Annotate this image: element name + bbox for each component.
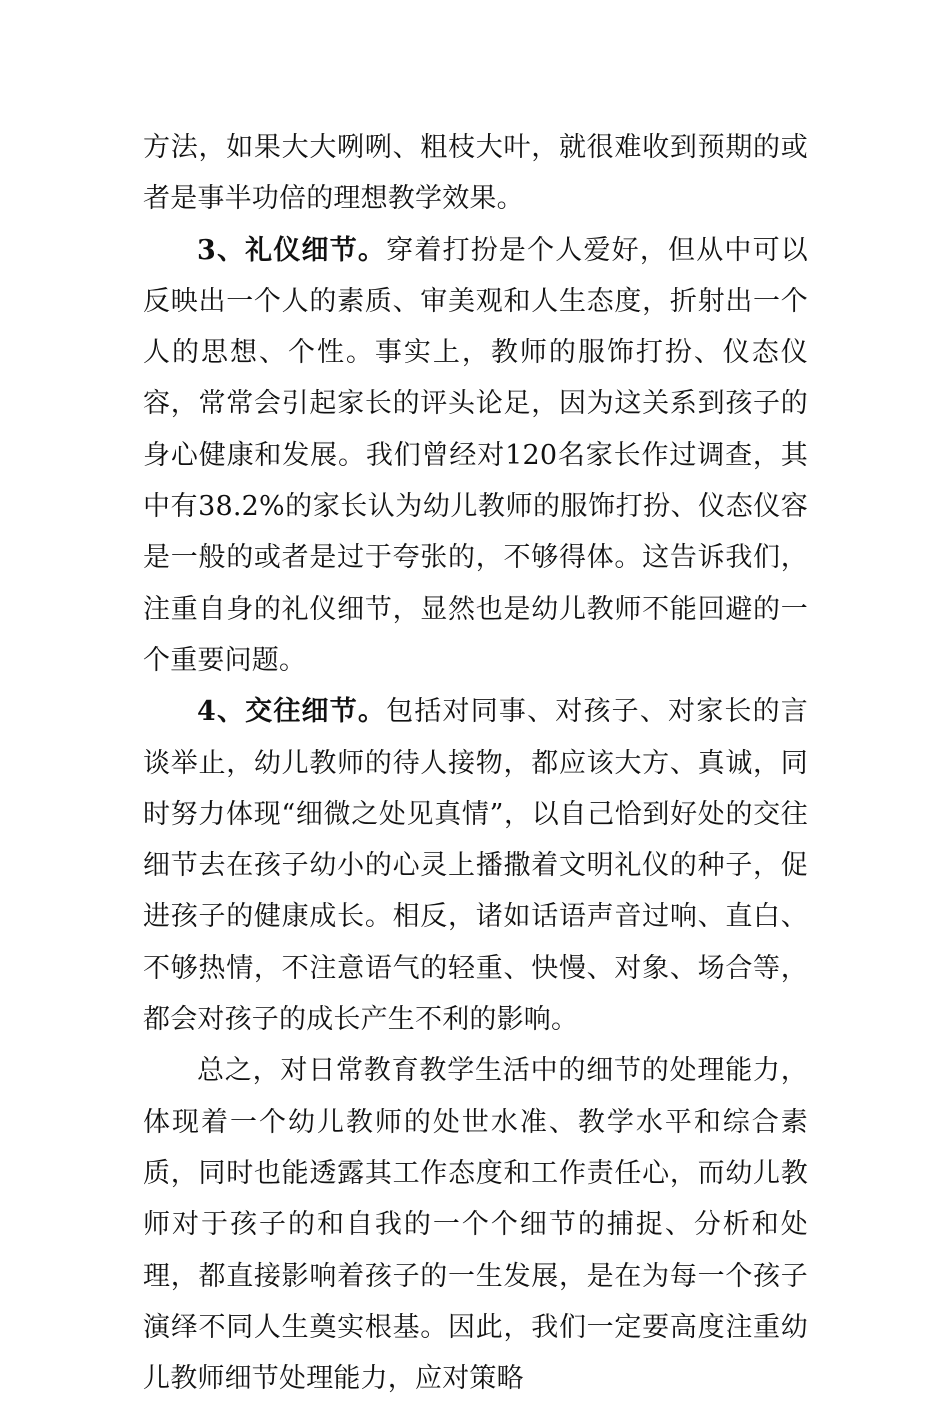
paragraph-summary	[143, 1045, 808, 1404]
paragraph-continuation	[143, 122, 808, 225]
paragraph-interaction-details	[143, 686, 808, 1045]
paragraph-text: 穿着打扮是个人爱好，但从中可以反映出一个人的素质、审美观和人生态度，折射出一个人的思想、个性。事实上，教师的服饰打扮、仪态仪容，常常会引起家长的评头论足，因为这关系到孩子的身心健康和发展。我们曾经对120名家长作过调查，其中有38.2%的家长认为幼儿教师的服饰打扮、仪态仪容是一般的或者是过于夸张的，不够得体。这告诉我们，注重自身的礼仪细节，显然也是幼儿教师不能回避的一个重要问题。	[143, 234, 808, 676]
paragraph-etiquette-details	[143, 225, 808, 687]
paragraph-text: 方法，如果大大咧咧、粗枝大叶，就很难收到预期的或者是事半功倍的理想教学效果。	[143, 132, 808, 215]
paragraph-text: 总之，对日常教育教学生活中的细节的处理能力，体现着一个幼儿教师的处世水准、教学水平和综合素质，同时也能透露其工作态度和工作责任心，而幼儿教师对于孩子的和自我的一个个细节的捕捉、分析和处理，都直接影响着孩子的一生发展，是在为每一个孩子演绎不同人生奠实根基。因此，我们一定要高度注重幼儿教师细节处理能力，应对策略	[143, 1055, 808, 1395]
document-body	[143, 122, 808, 1404]
paragraph-heading: 4、交往细节。	[197, 696, 387, 728]
paragraph-text: 包括对同事、对孩子、对家长的言谈举止，幼儿教师的待人接物，都应该大方、真诚，同时努力体现“细微之处见真情”，以自己恰到好处的交往细节去在孩子幼小的心灵上播撒着文明礼仪的种子，促进孩子的健康成长。相反，诸如话语声音过响、直白、不够热情，不注意语气的轻重、快慢、对象、场合等，都会对孩子的成长产生不利的影响。	[143, 696, 808, 1036]
paragraph-heading: 3、礼仪细节。	[197, 234, 387, 266]
